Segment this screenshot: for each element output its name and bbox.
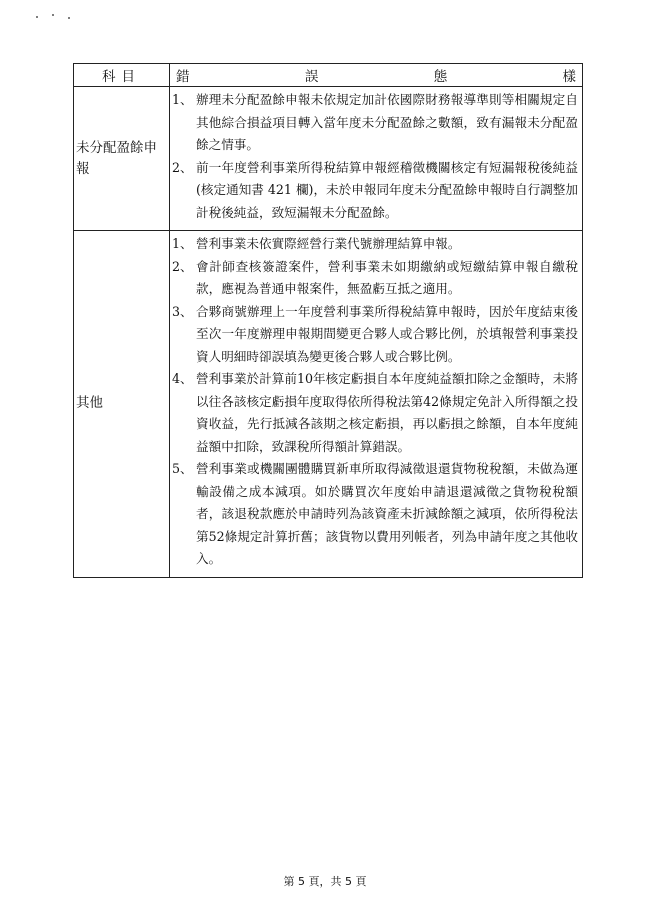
item-number: 3、: [172, 303, 193, 319]
item-text: 營利事業於計算前10年核定虧損自本年度純益額扣除之金額時，未將以往各該核定虧損年度取得依所得稅法第42條規定免計入所得額之投資收益，先行抵減各該期之核定虧損，再以虧損之餘額，自本年度純益額中扣除，致課稅所得額計算錯誤。: [196, 371, 578, 454]
scan-specks: [36, 14, 76, 22]
item-text: 營利事業未依實際經營行業代號辦理結算申報。: [196, 236, 461, 251]
item-number: 4、: [172, 371, 193, 386]
desc-header-char: 樣: [562, 69, 577, 85]
desc-header-char: 態: [433, 69, 503, 85]
subject-cell: 未分配盈餘申報: [74, 87, 170, 231]
item-text: 營利事業或機關團體購買新車所取得減徵退還貨物稅稅額，未做為運輸設備之成本減項。如於購買次年度始申請退還減徵之貨物稅稅額者，該退稅款應於申請時列為該資產未折減餘額之減項，依所得稅法第52條規定計算折舊；該貨物以費用列帳者，列為申請年度之其他收入。: [196, 461, 578, 566]
error-description-header: [170, 64, 583, 87]
item-number: 5、: [172, 461, 193, 476]
item-number: 2、: [172, 159, 193, 175]
error-list: [170, 231, 583, 578]
error-pattern-table: [73, 63, 583, 578]
table-row: [74, 87, 583, 231]
table-header-row: [74, 64, 583, 87]
list-item: [172, 458, 578, 571]
item-text: 辦理未分配盈餘申報未依規定加計依國際財務報導準則等相關規定自其他綜合損益項目轉入當年度未分配盈餘之數額，致有漏報未分配盈餘之情事。: [196, 92, 578, 152]
subject-header: 科目: [74, 64, 170, 87]
list-item: [172, 157, 578, 225]
list-item: [172, 89, 578, 157]
page-footer: 第 5 頁，共 5 頁: [283, 875, 367, 888]
error-list: [170, 87, 583, 231]
item-number: 1、: [172, 92, 193, 107]
item-number: 2、: [172, 258, 193, 274]
table-row: [74, 231, 583, 578]
item-text: 會計師查核簽證案件，營利事業未如期繳納或短繳結算申報自繳稅款，應視為普通申報案件，無盈虧互抵之適用。: [196, 258, 578, 296]
list-item: [172, 233, 578, 256]
list-item: [172, 256, 578, 301]
desc-header-char: 錯: [176, 69, 246, 85]
subject-cell: 其他: [74, 231, 170, 578]
list-item: [172, 301, 578, 369]
item-text: 前一年度營利事業所得稅結算申報經稽徵機關核定有短漏報稅後純益(核定通知書 421 欄)，未於申報同年度未分配盈餘申報時自行調整加計稅後純益，致短漏報未分配盈餘。: [196, 159, 578, 220]
list-item: [172, 368, 578, 458]
item-number: 1、: [172, 236, 193, 251]
desc-header-char: 誤: [304, 69, 374, 85]
item-text: 合夥商號辦理上一年度營利事業所得稅結算申報時，因於年度結束後至次一年度辦理申報期間變更合夥人或合夥比例，於填報營利事業投資人明細時卻誤填為變更後合夥人或合夥比例。: [196, 303, 578, 364]
